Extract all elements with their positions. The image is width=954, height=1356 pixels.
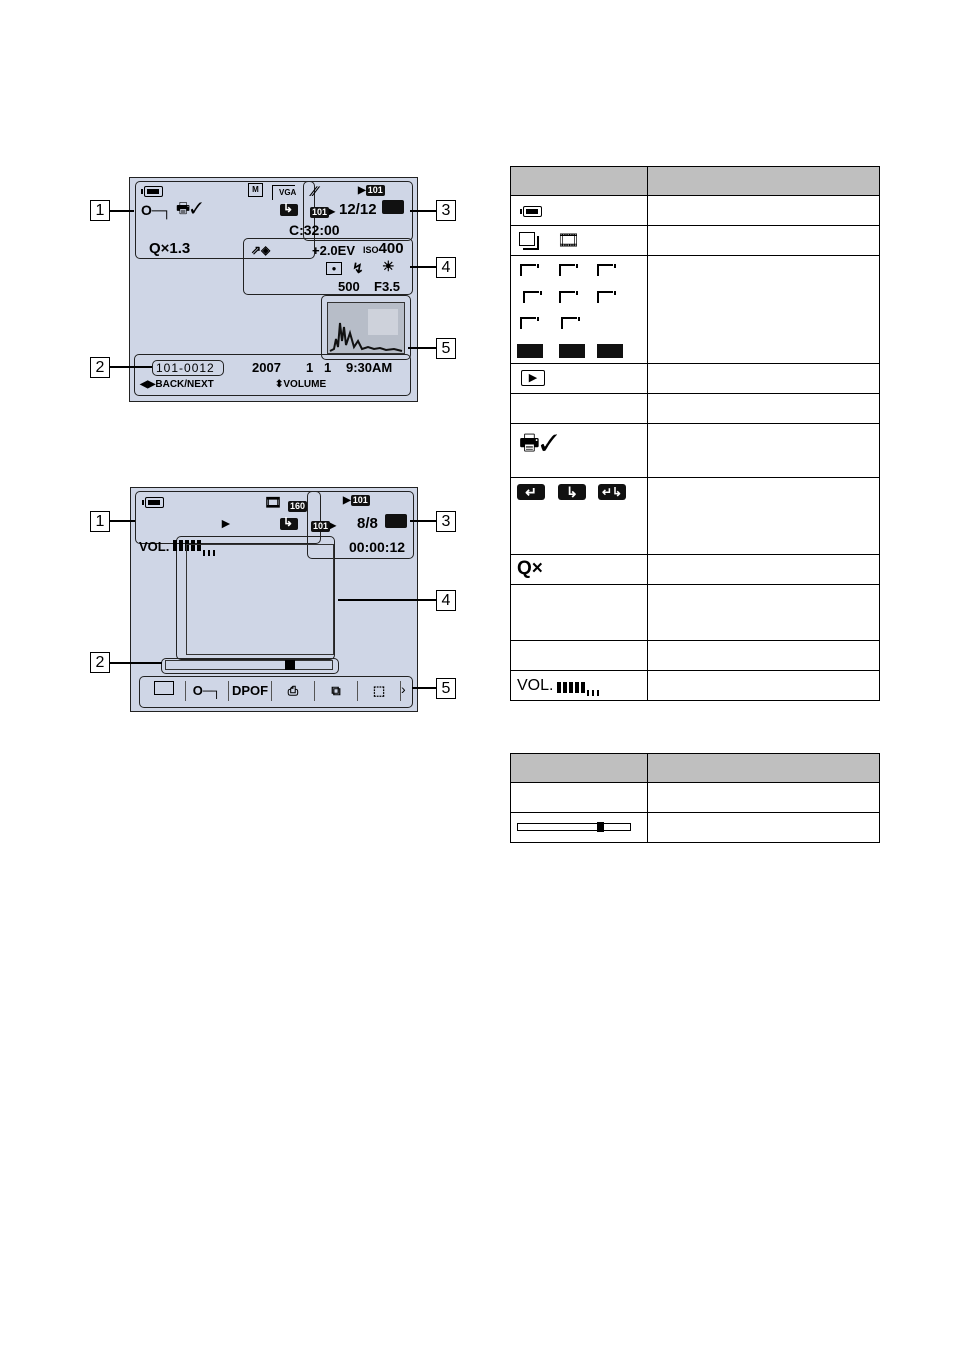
date-day: 1	[324, 360, 332, 375]
leader-3	[410, 210, 436, 212]
media-icon: ∕∕	[312, 183, 317, 199]
toolbar	[143, 678, 405, 704]
exposure-icons: ⇗◈	[251, 243, 271, 257]
movie-size-icon	[517, 344, 543, 358]
folder-change-icon: ↵↳	[598, 484, 626, 500]
callout-1: 1	[90, 200, 110, 221]
image-size-icon	[559, 264, 575, 276]
movie-size-badge: 160	[290, 501, 306, 511]
leader-2	[110, 366, 152, 368]
playback-folder-icon: ▶ 101	[343, 495, 368, 506]
callout-movie-3: 3	[436, 511, 456, 532]
image-size-vga-icon: VGA	[272, 185, 295, 200]
image-count: 8/8	[357, 515, 378, 532]
callout-movie-1: 1	[90, 511, 110, 532]
aperture-value: F3.5	[374, 279, 401, 294]
folder-number: 101 ▸	[313, 518, 337, 532]
volume-bars	[557, 680, 602, 696]
battery-icon	[523, 206, 542, 217]
folder-button[interactable]	[143, 681, 186, 701]
table-row	[511, 641, 880, 671]
white-balance-icon: ☀	[382, 258, 395, 274]
callout-2: 2	[90, 357, 110, 378]
image-size-icon	[523, 291, 539, 303]
zoom-scale: Q×1.3	[149, 240, 191, 257]
camera-icon	[382, 200, 404, 214]
date-month: 1	[306, 360, 314, 375]
histogram	[327, 302, 405, 354]
playback-icon: ▶	[521, 370, 545, 386]
table-row	[511, 394, 880, 424]
zoom-icon: Q×	[517, 558, 543, 579]
time: 9:30AM	[346, 360, 393, 375]
resize-button[interactable]: ⬚	[358, 681, 401, 701]
table-row	[511, 555, 880, 585]
table-header	[511, 754, 880, 783]
dpof-button[interactable]: DPOF	[229, 681, 272, 701]
leader-movie-2	[110, 662, 162, 664]
table-row	[511, 196, 880, 226]
playback-bar-handle	[285, 660, 295, 670]
table-row	[511, 256, 880, 364]
camera-icon	[385, 514, 407, 528]
image-size-icon	[561, 317, 577, 329]
leader-movie-3	[410, 520, 436, 522]
callout-movie-2: 2	[90, 652, 110, 673]
table-row	[511, 478, 880, 555]
playback-bar	[517, 823, 631, 831]
still-playback-screen	[129, 177, 418, 402]
leader-movie-1	[110, 520, 135, 522]
table-row	[511, 364, 880, 394]
volume-label: VOL.	[517, 677, 554, 694]
burst-icon	[519, 232, 535, 246]
callout-movie-4: 4	[436, 590, 456, 611]
movie-size-icon	[597, 344, 623, 358]
flash-icon: ↯	[352, 260, 364, 276]
playback-bar	[165, 660, 333, 670]
print-mark-icon: 🖶✓	[519, 430, 559, 455]
table-header	[511, 167, 880, 196]
exposure-value: +2.0EV	[312, 243, 356, 258]
table-row	[511, 671, 880, 701]
shutter-speed: 500	[338, 279, 360, 294]
leader-1	[110, 210, 134, 212]
protect-icon: O─┐	[141, 202, 172, 218]
image-size-icon	[597, 291, 613, 303]
folder-change-icon: ↵	[517, 484, 545, 500]
table-row	[511, 226, 880, 256]
recording-time: C:32:00	[289, 222, 340, 238]
battery-icon	[145, 497, 164, 508]
bar-reference-table	[510, 753, 880, 843]
slideshow-button[interactable]: ⧉	[315, 681, 358, 701]
folder-change-icon	[280, 204, 298, 216]
callout-4: 4	[436, 257, 456, 278]
image-size-icon	[520, 264, 536, 276]
time-counter: 00:00:12	[349, 539, 406, 555]
table-row	[511, 783, 880, 813]
leader-5	[408, 347, 436, 349]
leader-movie-5	[412, 687, 436, 689]
table-row	[511, 585, 880, 641]
print-button[interactable]: ⎙	[272, 681, 315, 701]
icon-reference-table	[510, 166, 880, 701]
table-row	[511, 813, 880, 843]
movie-size-icon	[559, 344, 585, 358]
burst-mode-icon: M	[248, 183, 263, 197]
image-size-icon	[520, 317, 536, 329]
protect-button[interactable]: O─┐	[186, 681, 229, 701]
iso-value: ISO400	[363, 240, 404, 257]
folder-change-icon	[280, 518, 298, 530]
play-icon: ►	[219, 515, 233, 531]
vol-label: VOL.	[139, 539, 170, 554]
battery-icon	[144, 186, 163, 197]
leader-4	[410, 266, 436, 268]
date-year: 2007	[252, 360, 281, 375]
playback-bar-handle	[597, 822, 604, 832]
image-size-icon	[597, 264, 613, 276]
print-mark-icon: 🖶✓	[176, 200, 203, 217]
table-row	[511, 424, 880, 478]
metering-icon: ●	[326, 262, 342, 275]
playback-folder-icon: ▶ 101	[358, 185, 383, 196]
folder-change-icon: ↳	[558, 484, 586, 500]
movie-icon: 🎞	[557, 230, 580, 250]
folder-number: 101 ▸	[312, 204, 336, 218]
volume-label: ⬍VOLUME	[275, 379, 327, 390]
movie-mode-icon: 🎞	[264, 494, 282, 510]
back-next-label: ◀▶BACK/NEXT	[140, 379, 214, 390]
image-count: 12/12	[339, 201, 377, 218]
callout-5: 5	[436, 338, 456, 359]
file-number: 101-0012	[156, 361, 215, 375]
leader-movie-4	[338, 599, 436, 601]
image-size-icon	[559, 291, 575, 303]
callout-3: 3	[436, 200, 456, 221]
movie-image-area	[186, 544, 334, 655]
next-arrow-icon[interactable]: ›	[401, 681, 406, 697]
callout-movie-5: 5	[436, 678, 456, 699]
